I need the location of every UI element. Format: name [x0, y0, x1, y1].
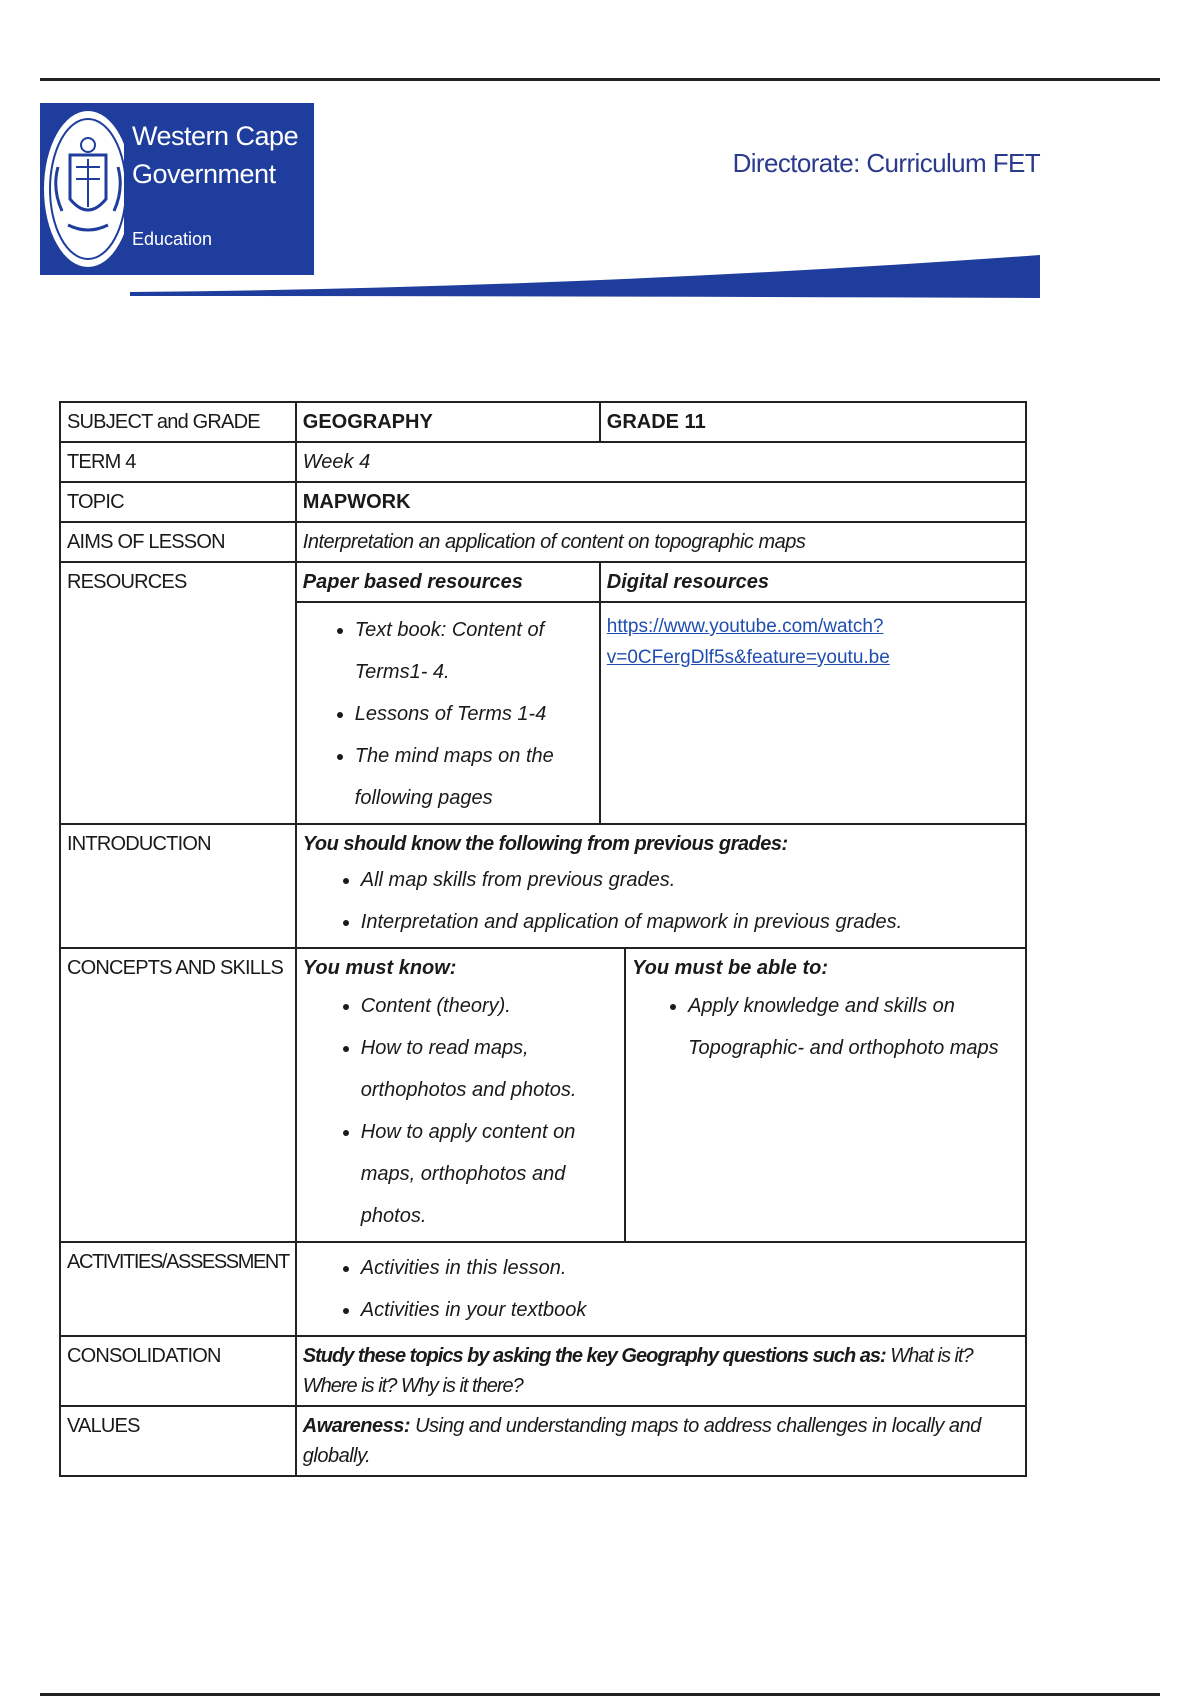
- org-name: Western Cape Government: [132, 121, 299, 189]
- list-item: • Text book: Content of Terms1- 4.: [355, 609, 593, 693]
- list-item: • Apply knowledge and skills on Topographic- and orthophoto maps: [688, 985, 1019, 1069]
- list-item: • Interpretation and application of mapwork in previous grades.: [361, 901, 1019, 943]
- resources-label: RESOURCES: [60, 562, 296, 824]
- introduction-heading: You should know the following from previous grades:: [302, 833, 788, 855]
- consolidation-lead: Study these topics by asking the key Geography questions such as:: [302, 1345, 886, 1367]
- subject-value: GEOGRAPHY: [296, 402, 600, 442]
- list-item: • How to apply content on maps, orthophotos and photos.: [361, 1111, 618, 1237]
- must-know-list: [303, 985, 618, 1237]
- youtube-link[interactable]: https://www.youtube.com/watch?v=0CFergDlf5s&feature=youtu.be: [606, 616, 890, 668]
- aims-row: [60, 522, 1026, 562]
- top-rule: [40, 78, 1160, 81]
- must-be-able-list: [632, 985, 1019, 1069]
- header-swoosh: [130, 252, 1040, 300]
- consolidation-questions: What is it? Where is it? Why is it there?: [302, 1345, 973, 1397]
- directorate-title: Directorate: Curriculum FET: [732, 148, 1040, 178]
- list-item: • Activities in your textbook: [361, 1289, 1019, 1331]
- list-item: • The mind maps on the following pages: [355, 735, 593, 819]
- activities-row: [60, 1242, 1026, 1336]
- topic-label: TOPIC: [60, 482, 296, 522]
- lesson-plan-table: [59, 401, 1027, 1477]
- list-item: • Activities in this lesson.: [361, 1247, 1019, 1289]
- topic-row: [60, 482, 1026, 522]
- values-label: VALUES: [60, 1406, 296, 1476]
- wcg-logo: [40, 103, 314, 275]
- introduction-list: [303, 859, 1019, 943]
- introduction-label: INTRODUCTION: [60, 824, 296, 948]
- resources-heading-row: [60, 562, 1026, 602]
- values-lead: Awareness:: [302, 1415, 411, 1437]
- must-know-heading: You must know:: [302, 957, 457, 979]
- list-item: • All map skills from previous grades.: [361, 859, 1019, 901]
- week-value: Week 4: [296, 442, 1026, 482]
- concepts-row: [60, 948, 1026, 1242]
- values-text: Using and understanding maps to address challenges in locally and globally.: [302, 1415, 981, 1467]
- topic-value: MAPWORK: [296, 482, 1026, 522]
- consolidation-row: [60, 1336, 1026, 1406]
- paper-resources-heading: Paper based resources: [296, 562, 600, 602]
- org-department: Education: [132, 229, 213, 249]
- digital-resources-heading: Digital resources: [600, 562, 1026, 602]
- paper-resources-list: [303, 609, 593, 819]
- subject-label: SUBJECT and GRADE: [60, 402, 296, 442]
- grade-value: GRADE 11: [600, 402, 1026, 442]
- term-row: [60, 442, 1026, 482]
- aims-value: Interpretation an application of content on topographic maps: [296, 522, 1026, 562]
- list-item: • Lessons of Terms 1-4: [355, 693, 593, 735]
- introduction-row: [60, 824, 1026, 948]
- activities-label: ACTIVITIES/ASSESSMENT: [60, 1242, 296, 1336]
- list-item: • How to read maps, orthophotos and photos.: [361, 1027, 618, 1111]
- list-item: • Content (theory).: [361, 985, 618, 1027]
- values-row: [60, 1406, 1026, 1476]
- concepts-label: CONCEPTS AND SKILLS: [60, 948, 296, 1242]
- activities-list: [303, 1247, 1019, 1331]
- coat-of-arms-icon: [40, 107, 124, 271]
- aims-label: AIMS OF LESSON: [60, 522, 296, 562]
- must-be-able-heading: You must be able to:: [632, 957, 828, 979]
- consolidation-label: CONSOLIDATION: [60, 1336, 296, 1406]
- term-label: TERM 4: [60, 442, 296, 482]
- bottom-rule: [40, 1693, 1160, 1696]
- subject-row: [60, 402, 1026, 442]
